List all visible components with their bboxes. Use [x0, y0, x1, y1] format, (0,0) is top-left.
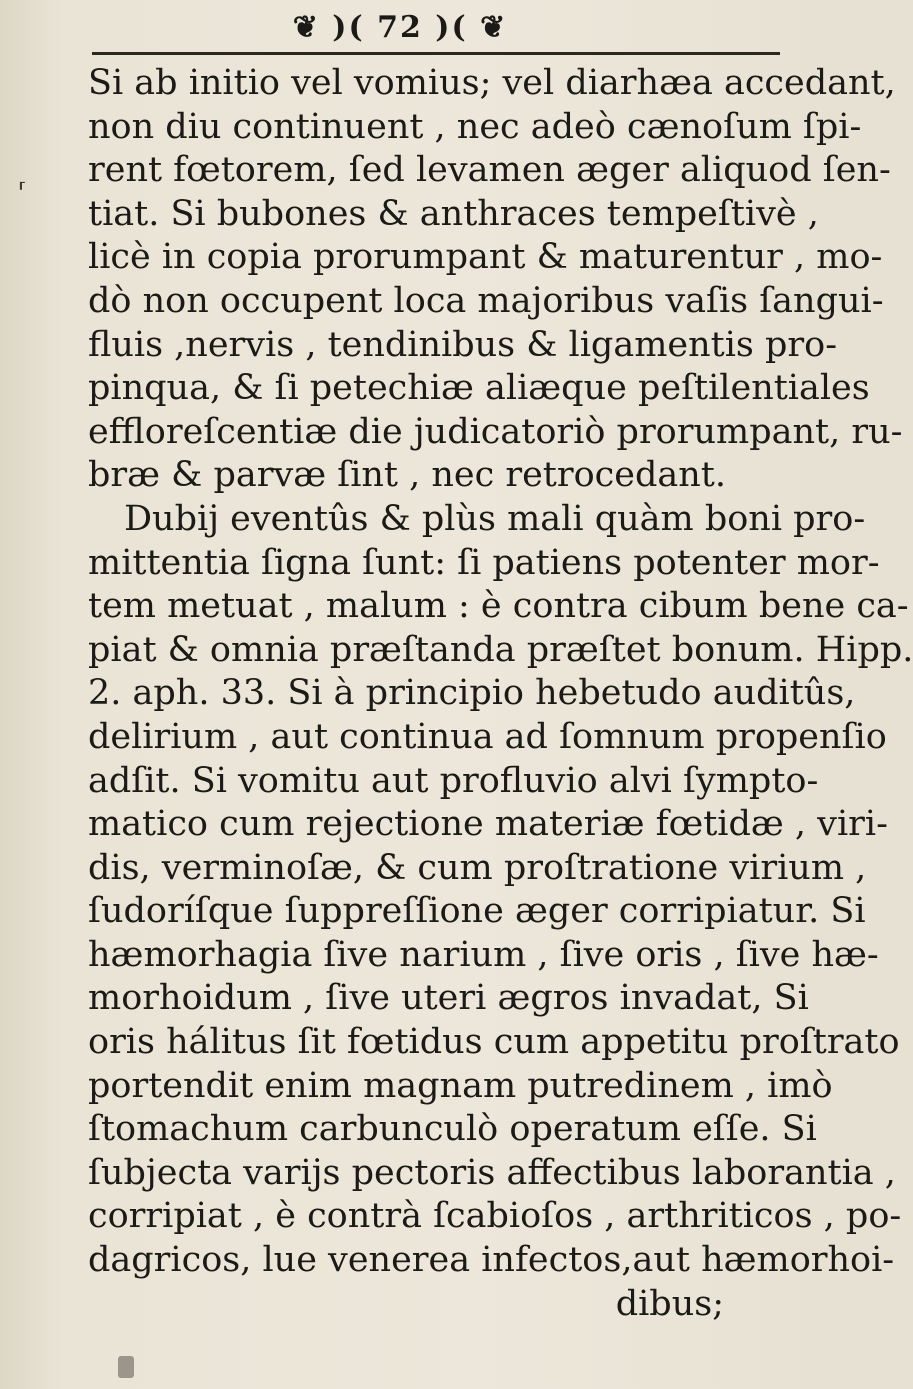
- text-line: adſit. Si vomitu aut profluvio alvi ſympto-: [88, 760, 819, 801]
- text-line: hæmorhagia ſive narium , ſive oris , ſive hæ-: [88, 934, 879, 975]
- text-line: non diu continuent , nec adeò cænoſum ſpi-: [88, 106, 862, 147]
- text-line: tiat. Si bubones & anthraces tempeſtivè ,: [88, 193, 819, 234]
- text-line: Si ab initio vel vomius; vel diarhæa accedant,: [88, 63, 896, 103]
- header-rule: [92, 52, 780, 55]
- text-line: ſubjecta varijs pectoris affectibus laborantia ,: [88, 1152, 896, 1193]
- text-line: 2. aph. 33. Si à principio hebetudo auditûs,: [88, 673, 856, 714]
- text-line: dò non occupent loca majoribus vaſis ſangui-: [88, 280, 884, 321]
- text-line: pinqua, & ſi petechiæ aliæque peſtilentiales: [88, 368, 870, 409]
- text-line: matico cum rejectione materiæ fœtidæ , viri-: [88, 804, 888, 845]
- ink-blot: [118, 1356, 134, 1378]
- text-line: dagricos, lue venerea infectos,aut hæmorhoi-: [88, 1240, 895, 1281]
- text-line: oris hálitus ſit fœtidus cum appetitu proſtrato: [88, 1022, 900, 1063]
- text-line: Dubij eventûs & plùs mali quàm boni pro-: [124, 498, 866, 539]
- text-line: tem metuat , malum : è contra cibum bene ca-: [88, 586, 909, 627]
- text-line: rent fœtorem, ſed levamen æger aliquod ſen-: [88, 150, 891, 191]
- text-line: ſtomachum carbunculò operatum eſſe. Si: [88, 1109, 817, 1150]
- text-line: delirium , aut continua ad ſomnum propenſio: [88, 716, 887, 757]
- text-line: mittentia ſigna ſunt: ſi patiens potenter mor-: [88, 542, 880, 583]
- body-text: [88, 62, 913, 1326]
- text-line: ſudoríſque ſuppreſſione æger corripiatur. Si: [88, 891, 866, 932]
- margin-mark: ⸢: [18, 180, 27, 205]
- text-line: bræ & parvæ ſint , nec retrocedant.: [88, 455, 726, 496]
- text-line: dis, verminoſæ, & cum proſtratione virium ,: [88, 847, 867, 888]
- catchword: dibus;: [615, 1283, 724, 1324]
- text-line: piat & omnia præſtanda præſtet bonum. Hipp.: [88, 629, 913, 670]
- text-line: effloreſcentiæ die judicatoriò prorumpant, ru-: [88, 411, 903, 452]
- page-header: ❦ )( 72 )( ❦: [292, 10, 508, 45]
- text-line: licè in copia prorumpant & maturentur , mo-: [88, 237, 883, 278]
- text-line: corripiat , è contrà ſcabioſos , arthriticos , po-: [88, 1196, 902, 1237]
- text-line: fluis ,nervis , tendinibus & ligamentis pro-: [88, 324, 838, 365]
- text-line: morhoidum , ſive uteri ægros invadat, Si: [88, 978, 809, 1019]
- text-line: portendit enim magnam putredinem , imò: [88, 1065, 833, 1106]
